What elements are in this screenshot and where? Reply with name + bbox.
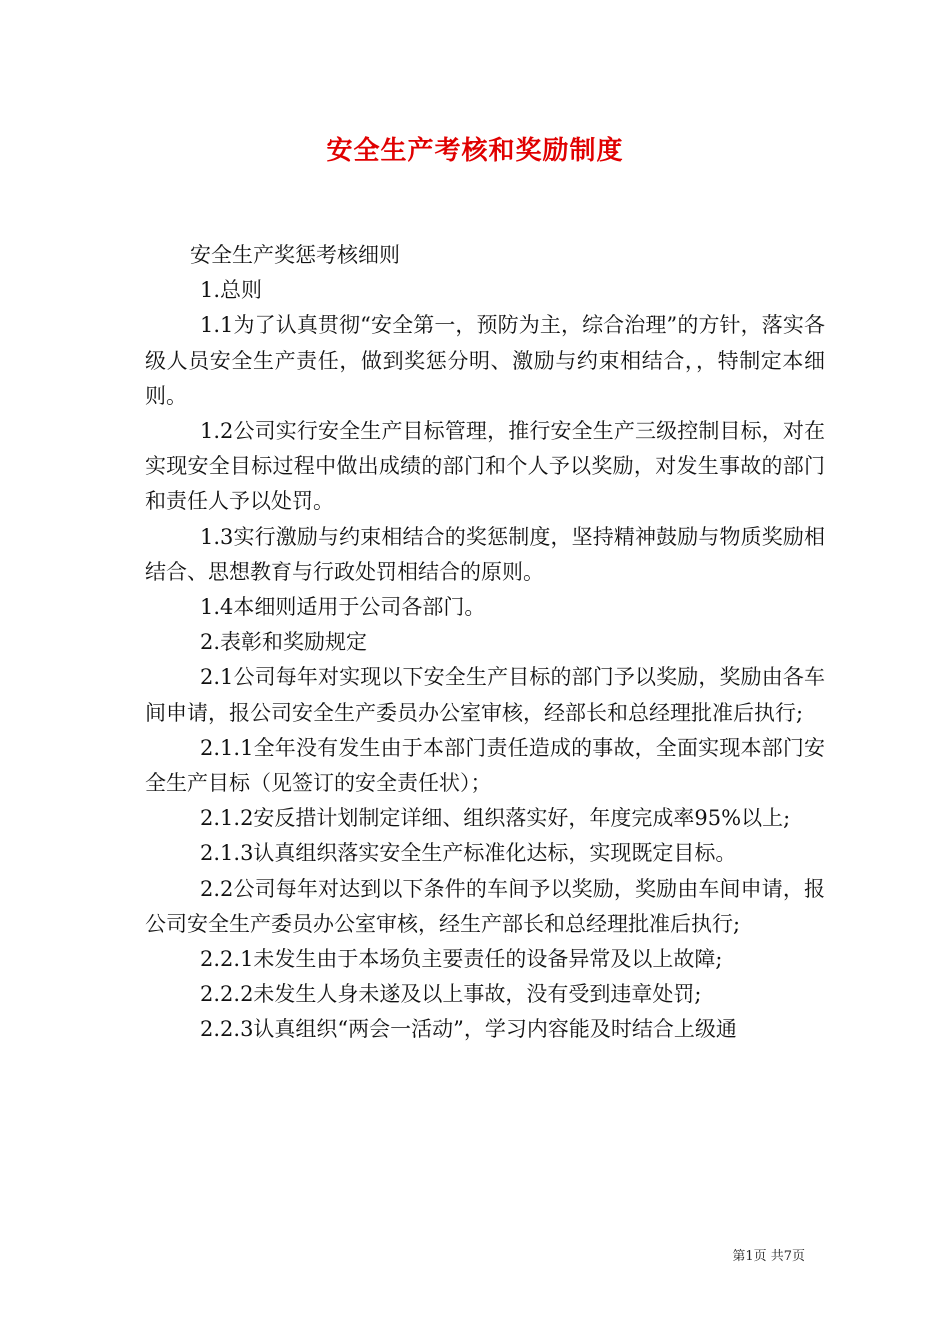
paragraph: 2.1.3认真组织落实安全生产标准化达标，实现既定目标。 [200,841,737,866]
paragraph: 1.4本细则适用于公司各部门。 [200,595,486,620]
paragraph: 2.1.1全年没有发生由于本部门责任造成的事故，全面实现本部门安全生产目标（见签订的安全责任状）； [145,735,825,796]
paragraph: 1.2公司实行安全生产目标管理，推行安全生产三级控制目标，对在实现安全目标过程中做出成绩的部门和个人予以奖励，对发生事故的部门和责任人予以处罚。 [145,419,825,514]
paragraph: 1.3实行激励与约束相结合的奖惩制度，坚持精神鼓励与物质奖励相结合、思想教育与行政处罚相结合的原则。 [145,524,825,584]
paragraph: 2.2.3认真组织“两会一活动”，学习内容能及时结合上级通 [200,1017,737,1042]
paragraph: 2.2.1未发生由于本场负主要责任的设备异常及以上故障; [200,947,723,972]
document-title: 安全生产考核和奖励制度 [326,136,624,166]
paragraph: 2.2.2未发生人身未遂及以上事故，没有受到违章处罚; [200,982,702,1007]
paragraph: 2.2公司每年对达到以下条件的车间予以奖励，奖励由车间申请，报公司安全生产委员办公室审核，经生产部长和总经理批准后执行; [145,876,825,936]
paragraph: 2.1公司每年对实现以下安全生产目标的部门予以奖励，奖励由各车间申请，报公司安全生产委员办公室审核，经部长和总经理批准后执行; [145,665,825,725]
paragraph: 2.1.2安反措计划制定详细、组织落实好，年度完成率95%以上; [200,806,791,831]
paragraph: 1.1为了认真贯彻“安全第一，预防为主，综合治理”的方针，落实各级人员安全生产责任，做到奖惩分明、激励与约束相结合，，特制定本细则。 [145,313,825,408]
section-heading: 1.总则 [200,278,263,303]
document-body [145,238,825,1048]
page-indicator: 第1页 共7页 [732,1249,805,1264]
section-heading: 2.表彰和奖励规定 [200,630,368,655]
section-subtitle: 安全生产奖惩考核细则 [190,243,400,267]
